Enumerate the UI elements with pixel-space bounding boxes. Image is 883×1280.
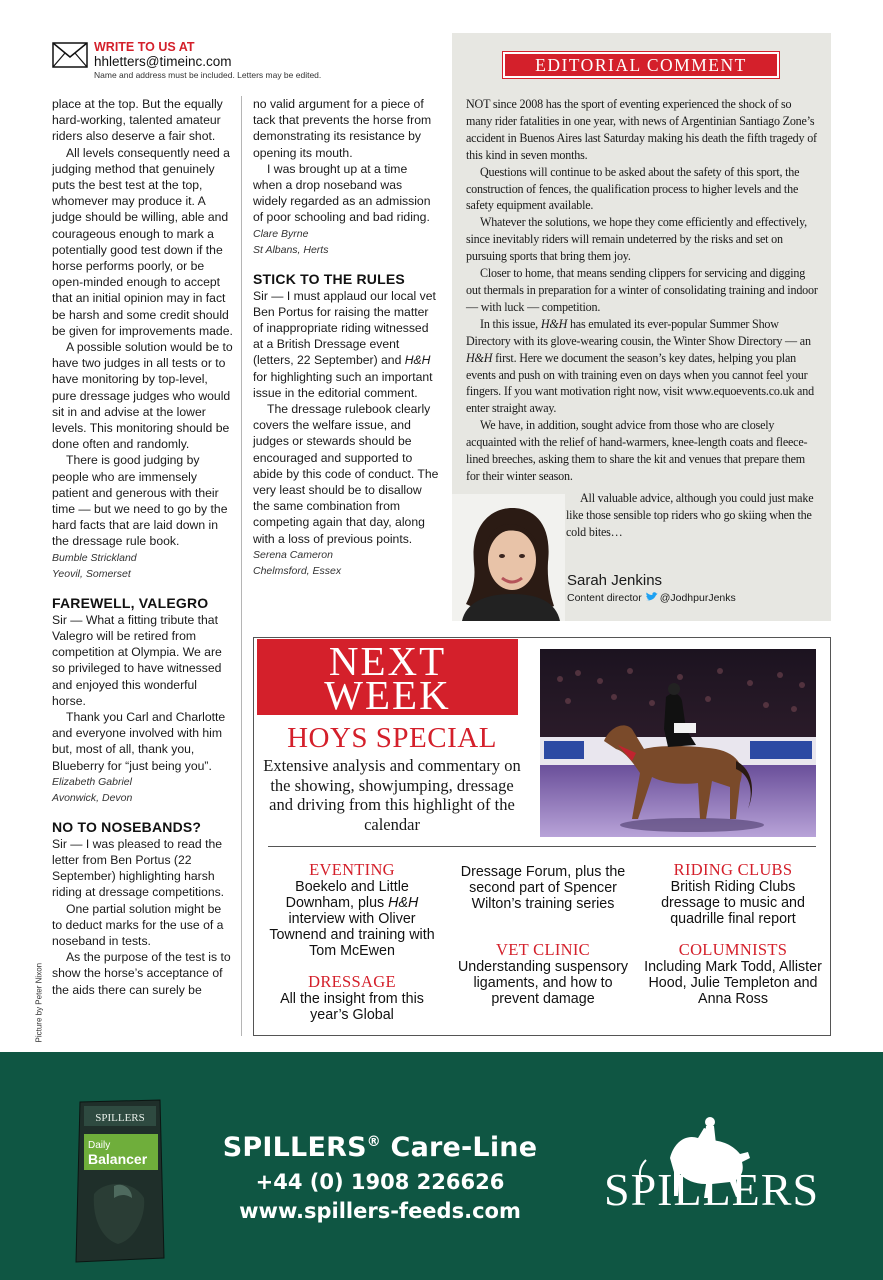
- svg-text:SPILLERS: SPILLERS: [95, 1112, 145, 1124]
- write-to-us-title: WRITE TO US AT: [94, 40, 195, 54]
- svg-text:Daily: Daily: [88, 1140, 111, 1151]
- photo-credit: Picture by Peter Nixon: [34, 962, 44, 1043]
- letter-paragraph: The dressage rulebook clearly covers the welfare issue, and judges or stewards should be encouraged and supported to abide by this code of conduct. The very least should be to disallow the same combination from competing again that day, along with a loss of previous points.: [253, 402, 439, 546]
- section-body: Understanding suspensory ligaments, and how to prevent damage: [457, 959, 629, 1007]
- author-twitter-handle[interactable]: @JodhpurJenks: [659, 592, 736, 604]
- dressage-horse-photo: [540, 649, 816, 837]
- editorial-body: [466, 96, 818, 485]
- author-role: Content director @JodhpurJenks: [567, 592, 736, 604]
- letter-paragraph: As the purpose of the test is to show the horse’s acceptance of the aids there can surely be: [52, 950, 231, 997]
- letter-signature-place: Avonwick, Devon: [52, 791, 133, 804]
- letter-paragraph: There is good judging by people who are immensely patient and generous with their time — but we need to go by the hard facts that are laid down in the dressage rule book.: [52, 453, 228, 549]
- section-body: Boekelo and Little Downham, plus H&H interview with Oliver Townend and training with Tom McEwen: [269, 879, 435, 959]
- author-name: Sarah Jenkins: [567, 572, 663, 589]
- column-divider: [241, 96, 242, 1036]
- editorial-paragraph: We have, in addition, sought advice from those who are closely acquainted with the relief of hand-warmers, knee-length coats and fleece-lined breeches, asking them to share the kit and venues that prepare them for their winter season.: [466, 418, 808, 483]
- careline-phone[interactable]: +44 (0) 1908 226626: [255, 1170, 505, 1194]
- next-week-line2: WEEK: [324, 672, 451, 718]
- next-week-line1: NEXT: [328, 638, 447, 684]
- section-vet-clinic: [452, 941, 634, 1007]
- editorial-paragraph: In this issue, H&H has emulated its ever-popular Summer Show Directory with its glove-wearing cousin, the Winter Show Directory — an H&H first. Here we document the season’s key dates, helping you plan events and push on with training even on days when you cannot feel your fingers. If you want motivation right now, visit www.equoevents.co.uk and enter straight away.: [466, 316, 814, 416]
- letter-paragraph: Sir — What a fitting tribute that Valegro will be retired from competition at Olympia. We are so privileged to have witnessed and enjoyed this wonderful horse.: [52, 612, 222, 708]
- next-week-headline: HOYS SPECIAL: [287, 722, 497, 754]
- letter-paragraph: place at the top. But the equally hard-working, talented amateur riders also deserve a fair shot.: [52, 97, 223, 144]
- letter-heading-valegro: FAREWELL, VALEGRO: [52, 594, 209, 611]
- letter-signature-place: Yeovil, Somerset: [52, 567, 131, 580]
- section-body: All the insight from this year’s Global: [280, 991, 424, 1023]
- section-heading: VET CLINIC: [496, 940, 590, 959]
- letter-paragraph: All levels consequently need a judging method that genuinely puts the best test at the top, whomever may produce it. A judge should be willing, able and courageous enough to mark a potentially good test down if the horse performs poorly, or be open-minded enough to accept that an initial opinion may in fact be harsh and some credit should be given for improvements made.: [52, 145, 233, 338]
- letter-signature-name: Serena Cameron: [253, 548, 333, 561]
- section-columnists: [643, 941, 823, 1007]
- letters-column-1: [52, 96, 234, 998]
- letter-paragraph: no valid argument for a piece of tack that prevents the horse from demonstrating its resistance by opening its mouth.: [253, 97, 432, 160]
- section-dressage: [268, 973, 436, 1023]
- section-heading: EVENTING: [309, 860, 395, 879]
- envelope-icon: [52, 42, 88, 68]
- letter-signature-place: St Albans, Herts: [253, 243, 329, 256]
- editorial-paragraph: All valuable advice, although you could just make like those sensible top riders who go skiing when the cold bites…: [566, 491, 814, 539]
- letter-signature-name: Bumble Strickland: [52, 551, 137, 564]
- careline-title: SPILLERS® Care-Line: [222, 1132, 538, 1163]
- section-riding-clubs: [643, 861, 823, 927]
- next-week-divider: [268, 846, 816, 847]
- letter-signature-name: Elizabeth Gabriel: [52, 775, 132, 788]
- author-photo: [452, 494, 565, 621]
- letter-paragraph: I was brought up at a time when a drop noseband was widely regarded as an admission of poor schooling and bad riding.: [253, 161, 431, 225]
- editorial-paragraph: Questions will continue to be asked about the safety of this sport, the construction of fences, the qualification process to higher levels and the safety equipment available.: [466, 164, 800, 213]
- editorial-paragraph: Closer to home, that means sending clippers for servicing and digging out thermals in preparation for a winter of consolidating training and indoor — with luck — competition.: [466, 266, 818, 314]
- letters-email-link[interactable]: hhletters@timeinc.com: [94, 54, 232, 69]
- editorial-tag: EDITORIAL COMMENT: [503, 52, 779, 78]
- letters-column-2: [253, 96, 439, 579]
- twitter-bird-icon: [645, 592, 659, 602]
- section-body: Dressage Forum, plus the second part of Spencer Wilton’s training series: [460, 864, 626, 912]
- letter-paragraph: Thank you Carl and Charlotte and everyone involved with him but, most of all, thank you, Blueberry for “just being you”.: [52, 709, 226, 773]
- letter-paragraph: One partial solution might be to deduct marks for the use of a noseband in tests.: [52, 901, 224, 948]
- section-body: British Riding Clubs dressage to music and quadrille final report: [661, 879, 805, 927]
- letter-paragraph: Sir — I must applaud our local vet Ben Portus for raising the matter of inappropriate riding witnessed at a British Dressage event (letters, 22 September) and H&H for highlighting such an important issue in the editorial comment.: [253, 288, 436, 400]
- spillers-logo-text: SPILLERS: [604, 1164, 820, 1215]
- letters-note: Name and address must be included. Letters may be edited.: [94, 70, 322, 80]
- section-heading: RIDING CLUBS: [673, 860, 793, 879]
- section-eventing: [268, 861, 436, 959]
- svg-text:Balancer: Balancer: [88, 1151, 148, 1167]
- letter-paragraph: A possible solution would be to have two judges in all tests or to have monitoring by top-level, pure dressage judges who would sit in and advise at the lower levels. This monitoring should be done often and randomly.: [52, 340, 233, 452]
- section-dressage-forum: [452, 864, 634, 912]
- spillers-website-link[interactable]: www.spillers-feeds.com: [239, 1199, 521, 1223]
- letter-heading-rules: STICK TO THE RULES: [253, 270, 405, 287]
- write-to-us-header: [52, 40, 442, 80]
- section-heading: COLUMNISTS: [678, 940, 788, 959]
- section-heading: DRESSAGE: [308, 972, 396, 991]
- section-body: Including Mark Todd, Allister Hood, Julie Templeton and Anna Ross: [644, 959, 822, 1007]
- letter-heading-nosebands: NO TO NOSEBANDS?: [52, 818, 202, 835]
- editorial-paragraph: Whatever the solutions, we hope they come efficiently and effectively, since inevitably riders will remain undeterred by the risks and set on pursuing sports that bring them joy.: [466, 215, 807, 264]
- letter-signature-place: Chelmsford, Essex: [253, 564, 342, 577]
- letter-signature-name: Clare Byrne: [253, 227, 309, 240]
- editorial-paragraph: NOT since 2008 has the sport of eventing experienced the shock of so many rider fatalities in one year, with news of Argentinian Santiago Zone’s accident in Buenos Aires last Saturday making his death the fifth tragedy of this kind in seven months.: [466, 97, 817, 162]
- next-week-description: Extensive analysis and commentary on the showing, showjumping, dressage and driving from this highlight of the calendar: [263, 756, 521, 834]
- letter-paragraph: Sir — I was pleased to read the letter from Ben Portus (22 September) highlighting harsh riding at dressage competitions.: [52, 836, 225, 900]
- feed-bag-image: [74, 1094, 166, 1266]
- next-week-banner: [257, 638, 518, 718]
